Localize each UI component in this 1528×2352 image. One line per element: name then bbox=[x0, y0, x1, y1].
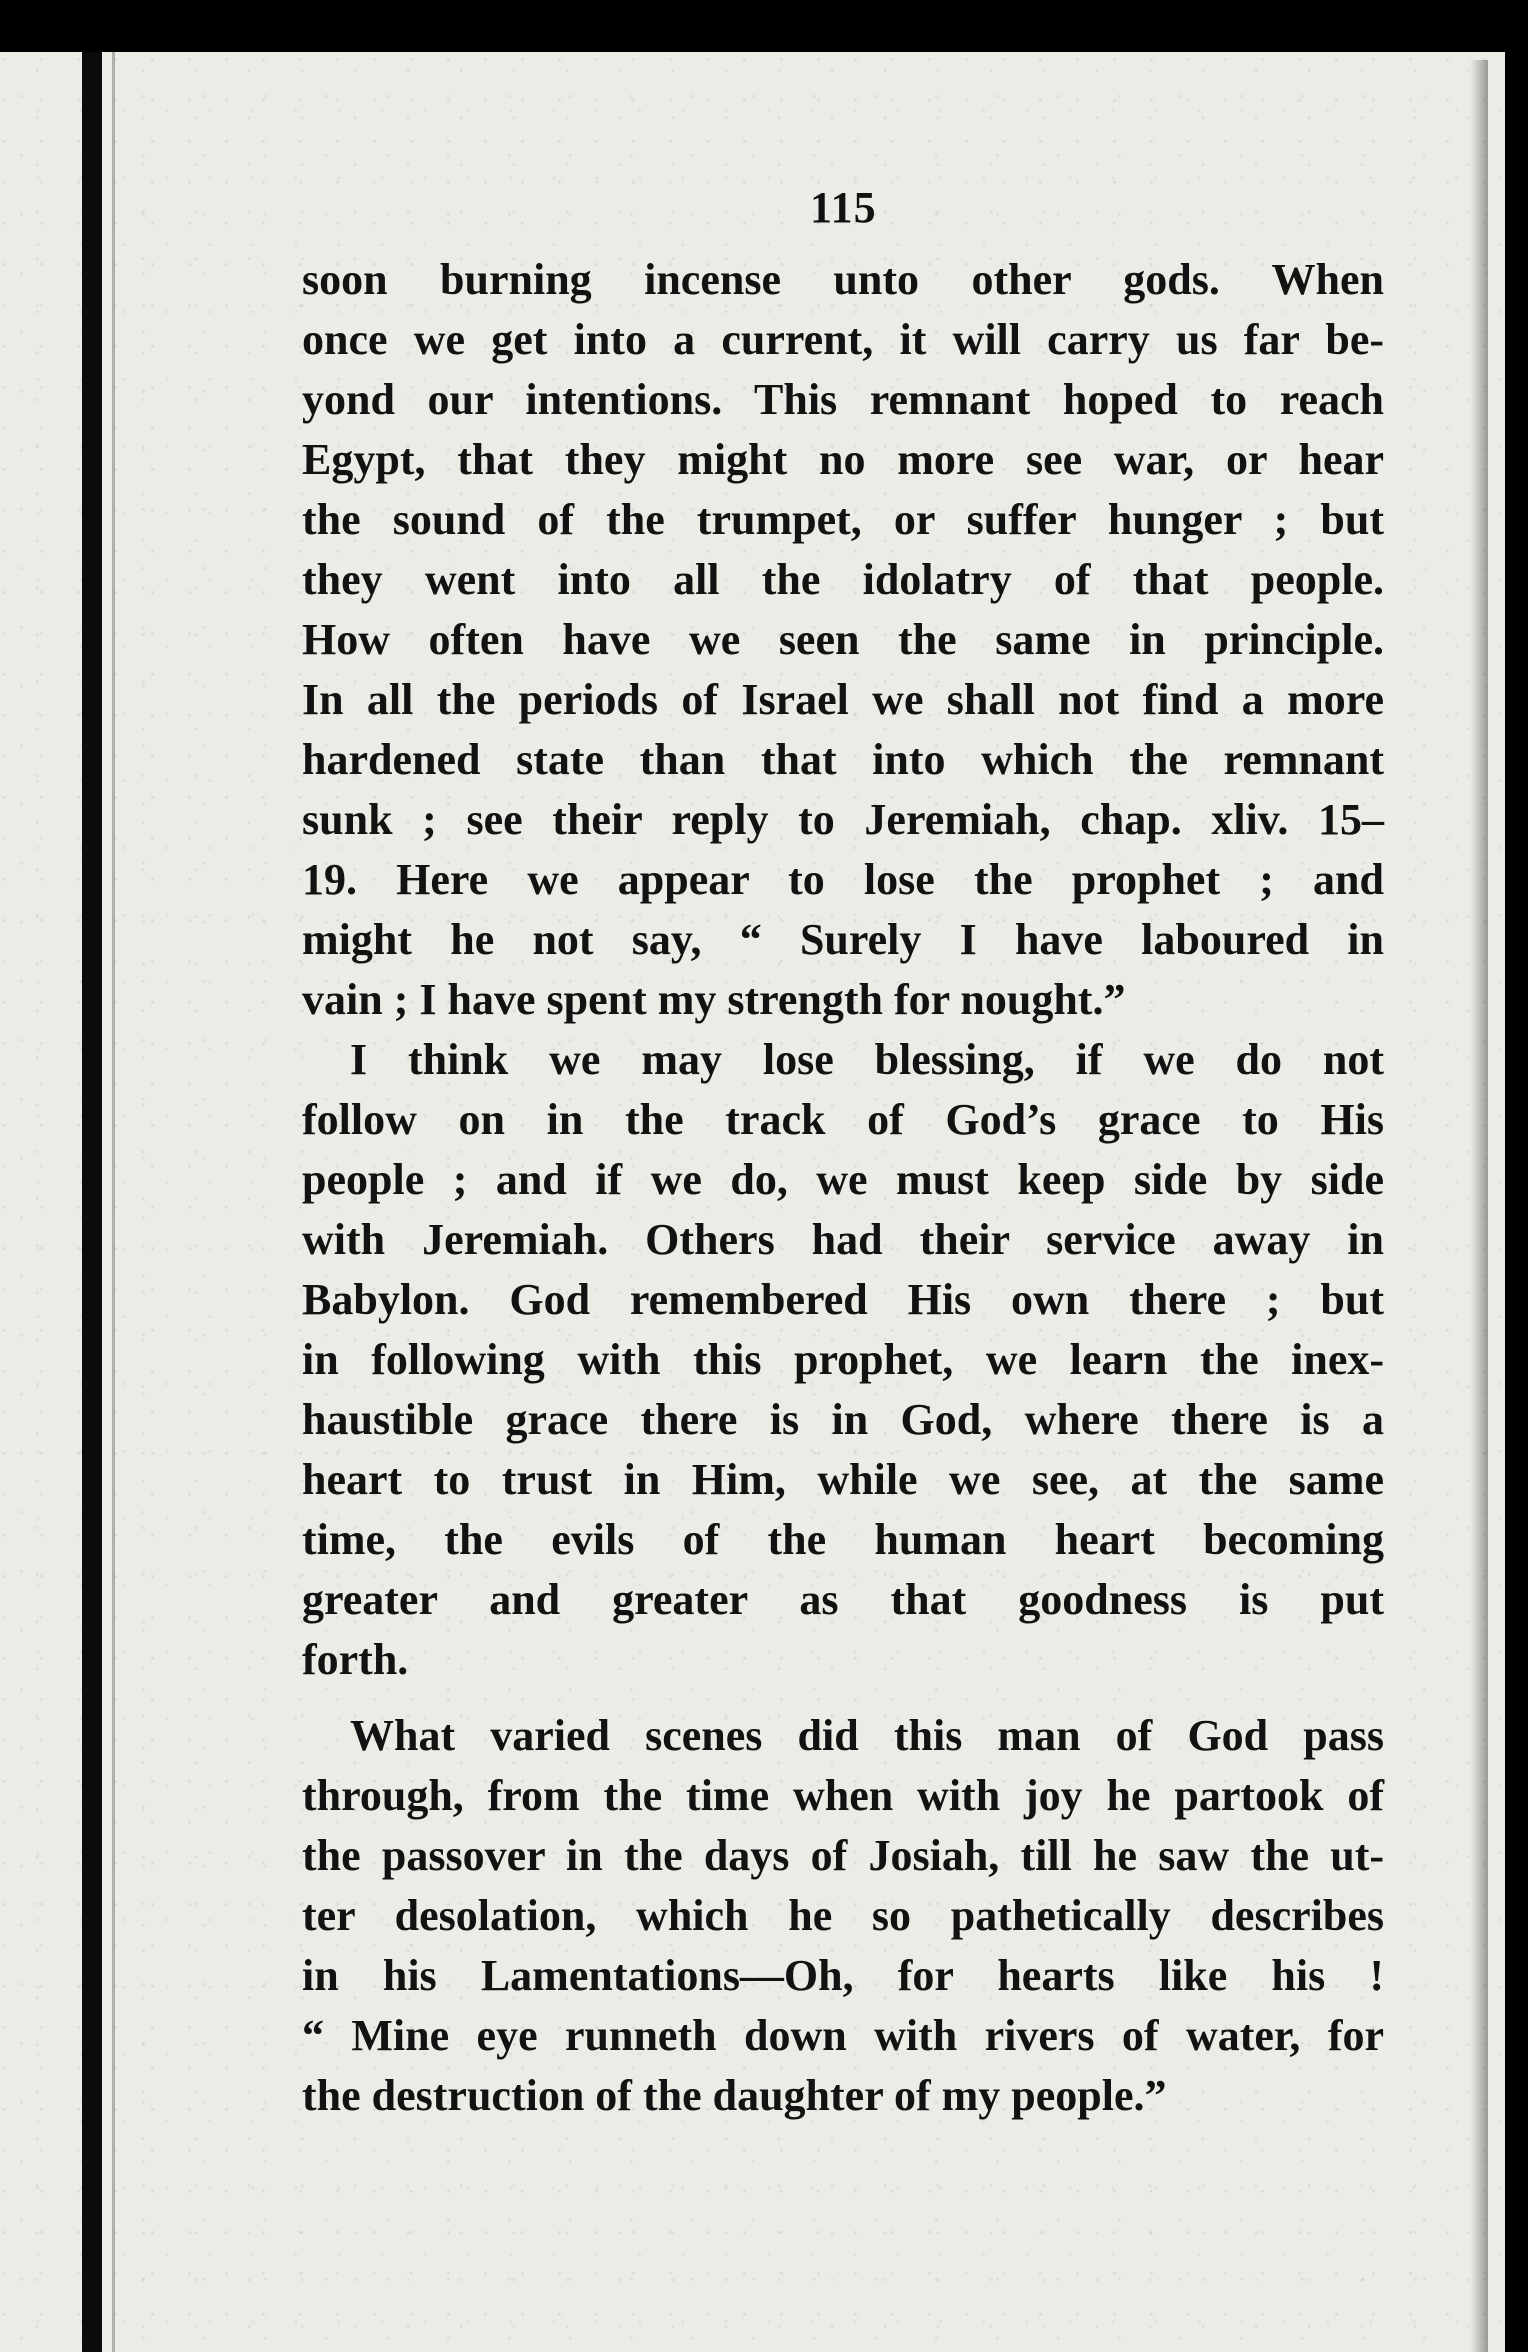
text-line: haustible grace there is in God, where there is a bbox=[302, 1395, 1384, 1444]
text-line: might he not say, “ Surely I have laboured in bbox=[302, 915, 1384, 964]
text-line: with Jeremiah. Others had their service away in bbox=[302, 1215, 1384, 1264]
page-edge-shadow bbox=[1470, 60, 1488, 2352]
text-line: yond our intentions. This remnant hoped to reach bbox=[302, 375, 1384, 424]
text-line: heart to trust in Him, while we see, at the same bbox=[302, 1455, 1384, 1504]
text-line: forth. bbox=[302, 1635, 409, 1684]
text-line: vain ; I have spent my strength for nought.” bbox=[302, 975, 1126, 1024]
page-number: 115 bbox=[810, 183, 877, 232]
text-line: once we get into a current, it will carry us far be- bbox=[302, 315, 1384, 364]
binding-edge bbox=[82, 52, 102, 2352]
binding-shadow bbox=[112, 52, 115, 2352]
text-line: hardened state than that into which the remnant bbox=[302, 735, 1384, 784]
text-line: follow on in the track of God’s grace to His bbox=[302, 1095, 1384, 1144]
text-line: “ Mine eye runneth down with rivers of water, for bbox=[302, 2011, 1384, 2060]
text-line: soon burning incense unto other gods. When bbox=[302, 255, 1384, 304]
text-line: I think we may lose blessing, if we do not bbox=[350, 1035, 1384, 1084]
text-line: people ; and if we do, we must keep side by side bbox=[302, 1155, 1384, 1204]
text-line: Babylon. God remembered His own there ; but bbox=[302, 1275, 1384, 1324]
text-line: the destruction of the daughter of my people.” bbox=[302, 2071, 1167, 2120]
paragraph-2 bbox=[302, 1030, 1384, 1690]
text-line: 19. Here we appear to lose the prophet ; and bbox=[302, 855, 1384, 904]
text-line: time, the evils of the human heart becoming bbox=[302, 1515, 1384, 1564]
scan-top-border bbox=[0, 0, 1528, 58]
text-line: the passover in the days of Josiah, till he saw the ut- bbox=[302, 1831, 1384, 1880]
text-line: in his Lamentations—Oh, for hearts like his ! bbox=[302, 1951, 1384, 2000]
text-line: in following with this prophet, we learn the inex- bbox=[302, 1335, 1384, 1384]
body-text bbox=[302, 250, 1384, 2126]
text-line: the sound of the trumpet, or suffer hunger ; but bbox=[302, 495, 1384, 544]
text-line: How often have we seen the same in principle. bbox=[302, 615, 1384, 664]
scan-right-border bbox=[1505, 70, 1528, 2352]
paragraph-3 bbox=[302, 1706, 1384, 2126]
paragraph-1 bbox=[302, 250, 1384, 1030]
text-line: sunk ; see their reply to Jeremiah, chap. xliv. 15– bbox=[302, 795, 1384, 844]
text-line: In all the periods of Israel we shall not find a more bbox=[302, 675, 1384, 724]
text-line: greater and greater as that goodness is put bbox=[302, 1575, 1384, 1624]
text-line: they went into all the idolatry of that people. bbox=[302, 555, 1384, 604]
text-line: ter desolation, which he so pathetically describes bbox=[302, 1891, 1384, 1940]
text-line: What varied scenes did this man of God pass bbox=[350, 1711, 1384, 1760]
text-line: Egypt, that they might no more see war, or hear bbox=[302, 435, 1384, 484]
text-line: through, from the time when with joy he partook of bbox=[302, 1771, 1384, 1820]
